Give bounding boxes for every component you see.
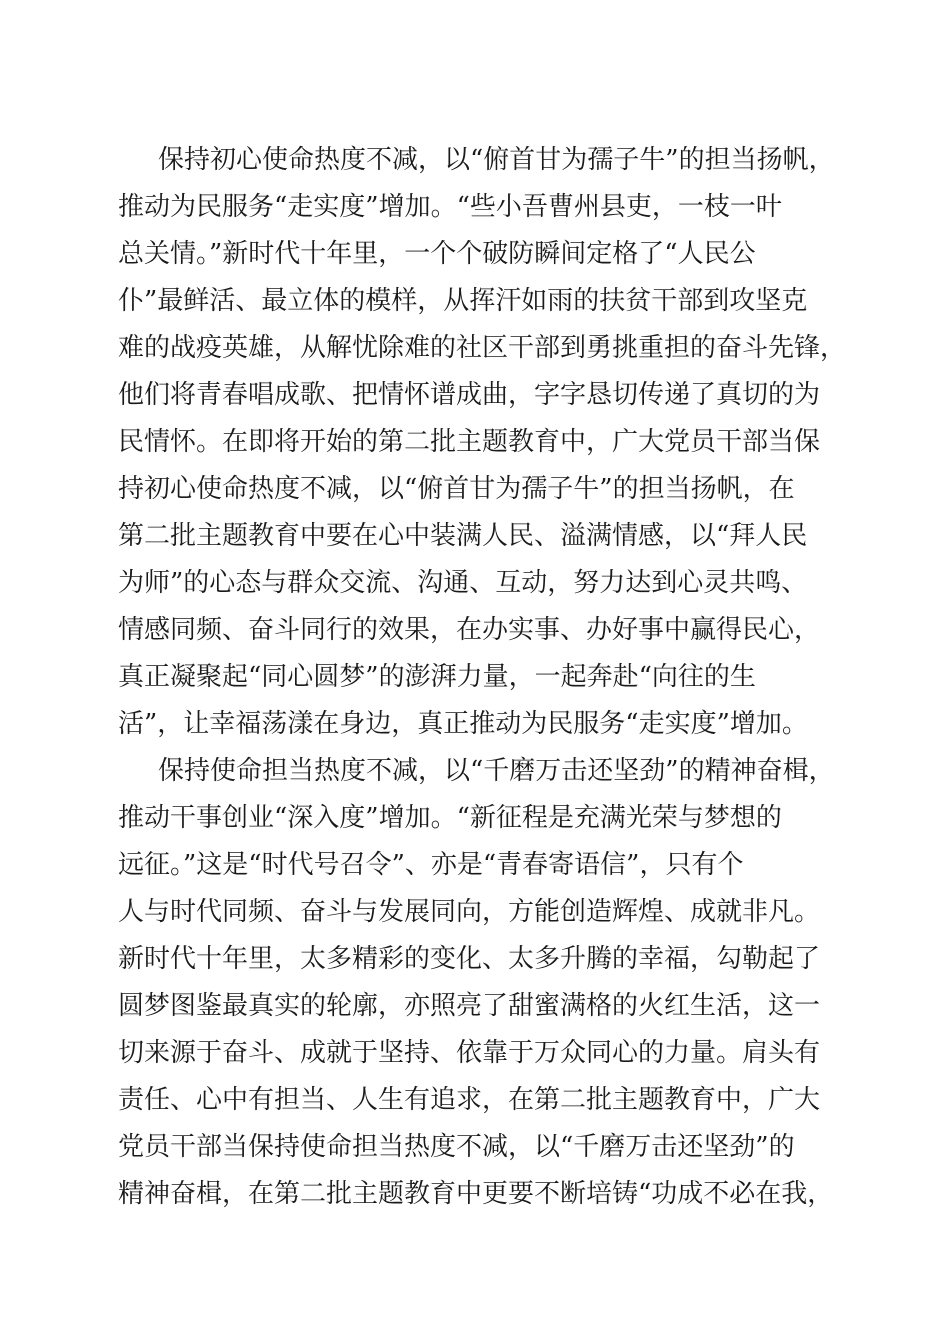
text-line: 推动干事创业“深入度”增加。“新征程是充满光荣与梦想的 (118, 803, 782, 833)
text-line: 情感同频、奋斗同行的效果，在办实事、办好事中赢得民心， (118, 615, 821, 645)
text-line: 难的战疫英雄，从解忧除难的社区干部到勇挑重担的奋斗先锋， (118, 333, 847, 363)
text-line: 仆”最鲜活、最立体的模样，从挥汗如雨的扶贫干部到攻坚克 (118, 286, 808, 316)
text-line: 推动为民服务“走实度”增加。“些小吾曹州县吏，一枝一叶 (118, 192, 782, 222)
text-line: 切来源于奋斗、成就于坚持、依靠于万众同心的力量。肩头有 (118, 1038, 821, 1068)
text-line: 持初心使命热度不减，以“俯首甘为孺子牛”的担当扬帆，在 (118, 474, 795, 504)
text-line: 保持初心使命热度不减，以“俯首甘为孺子牛”的担当扬帆， (158, 145, 835, 175)
text-line: 第二批主题教育中要在心中装满人民、溢满情感，以“拜人民 (118, 521, 808, 551)
text-line: 新时代十年里，太多精彩的变化、太多升腾的幸福，勾勒起了 (118, 944, 821, 974)
text-line: 总关情。”新时代十年里，一个个破防瞬间定格了“人民公 (118, 239, 756, 269)
text-line: 人与时代同频、奋斗与发展同向，方能创造辉煌、成就非凡。 (118, 897, 821, 927)
text-line: 为师”的心态与群众交流、沟通、互动，努力达到心灵共鸣、 (118, 568, 808, 598)
text-line: 精神奋楫，在第二批主题教育中更要不断培铸“功成不必在我， (118, 1179, 834, 1209)
text-line: 保持使命担当热度不减，以“千磨万击还坚劲”的精神奋楫， (158, 756, 835, 786)
text-line: 责任、心中有担当、人生有追求，在第二批主题教育中，广大 (118, 1085, 821, 1115)
text-line: 圆梦图鉴最真实的轮廓，亦照亮了甜蜜满格的火红生活，这一 (118, 991, 821, 1021)
text-line: 党员干部当保持使命担当热度不减，以“千磨万击还坚劲”的 (118, 1132, 795, 1162)
text-line: 民情怀。在即将开始的第二批主题教育中，广大党员干部当保 (118, 427, 821, 457)
text-line: 真正凝聚起“同心圆梦”的澎湃力量，一起奔赴“向往的生 (118, 662, 756, 692)
text-line: 活”，让幸福荡漾在身边，真正推动为民服务“走实度”增加。 (118, 709, 808, 739)
text-line: 他们将青春唱成歌、把情怀谱成曲，字字恳切传递了真切的为 (118, 380, 821, 410)
text-line: 远征。”这是“时代号召令”、亦是“青春寄语信”，只有个 (118, 850, 744, 880)
